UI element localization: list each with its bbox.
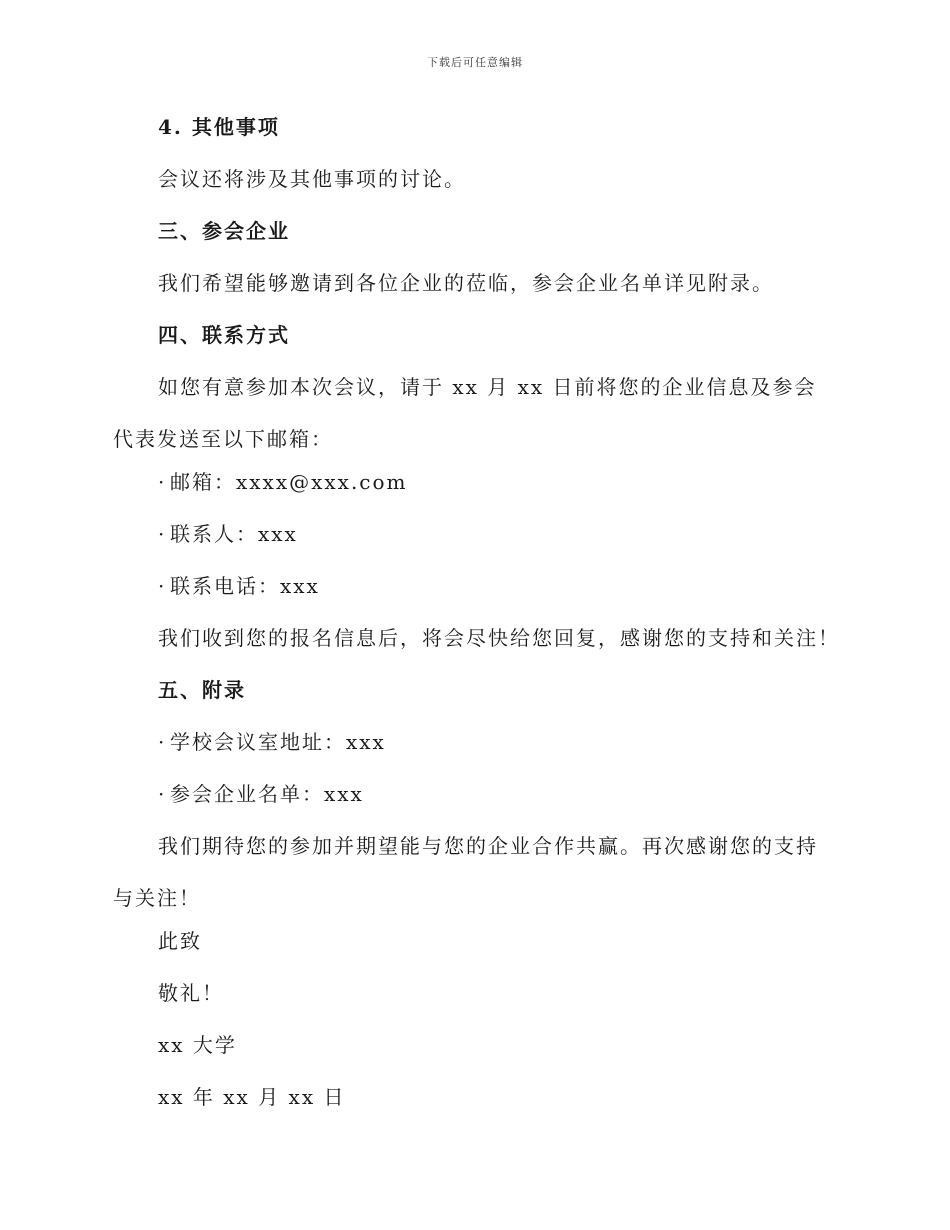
bullet-icon: · [158, 470, 167, 494]
salutation-ci-zhi: 此致 [158, 929, 202, 953]
letter-date: xx 年 xx 月 xx 日 [158, 1085, 346, 1109]
list-item-label: 参会企业名单：xxx [170, 782, 364, 806]
list-item-label: 联系人：xxx [170, 522, 298, 546]
document-body [113, 110, 840, 1132]
section-heading-appendix: 五、附录 [158, 678, 246, 702]
list-item-label: 学校会议室地址：xxx [170, 730, 386, 754]
salutation-jing-li: 敬礼！ [158, 981, 224, 1005]
paragraph-companies: 我们希望能够邀请到各位企业的莅临，参会企业名单详见附录。 [158, 271, 774, 295]
paragraph-closing: 我们期待您的参加并期望能与您的企业合作共赢。再次感谢您的支持与关注！ [113, 834, 818, 910]
bullet-icon: · [158, 730, 167, 754]
section-heading-companies: 三、参会企业 [158, 219, 290, 243]
list-item-email [113, 465, 829, 499]
paragraph-thanks: 我们收到您的报名信息后，将会尽快给您回复，感谢您的支持和关注！ [158, 626, 840, 650]
paragraph-other: 会议还将涉及其他事项的讨论。 [158, 167, 466, 191]
bullet-icon: · [158, 574, 167, 598]
bullet-icon: · [158, 782, 167, 806]
paragraph-contact: 如您有意参加本次会议，请于 xx 月 xx 日前将您的企业信息及参会代表发送至以下邮箱： [113, 375, 817, 451]
page-header-note: 下载后可任意编辑 [427, 56, 523, 69]
list-item-label: 联系电话：xxx [170, 574, 320, 598]
section-heading-other: 4. 其他事项 [158, 115, 280, 139]
list-item-company-list [113, 777, 829, 811]
section-heading-contact: 四、联系方式 [158, 323, 290, 347]
list-item-address [113, 725, 829, 759]
list-item-contact-person [113, 517, 829, 551]
list-item-label: 邮箱：xxxx@xxx.com [170, 470, 408, 494]
sender-name: xx 大学 [158, 1033, 237, 1057]
list-item-phone [113, 569, 829, 603]
bullet-icon: · [158, 522, 167, 546]
